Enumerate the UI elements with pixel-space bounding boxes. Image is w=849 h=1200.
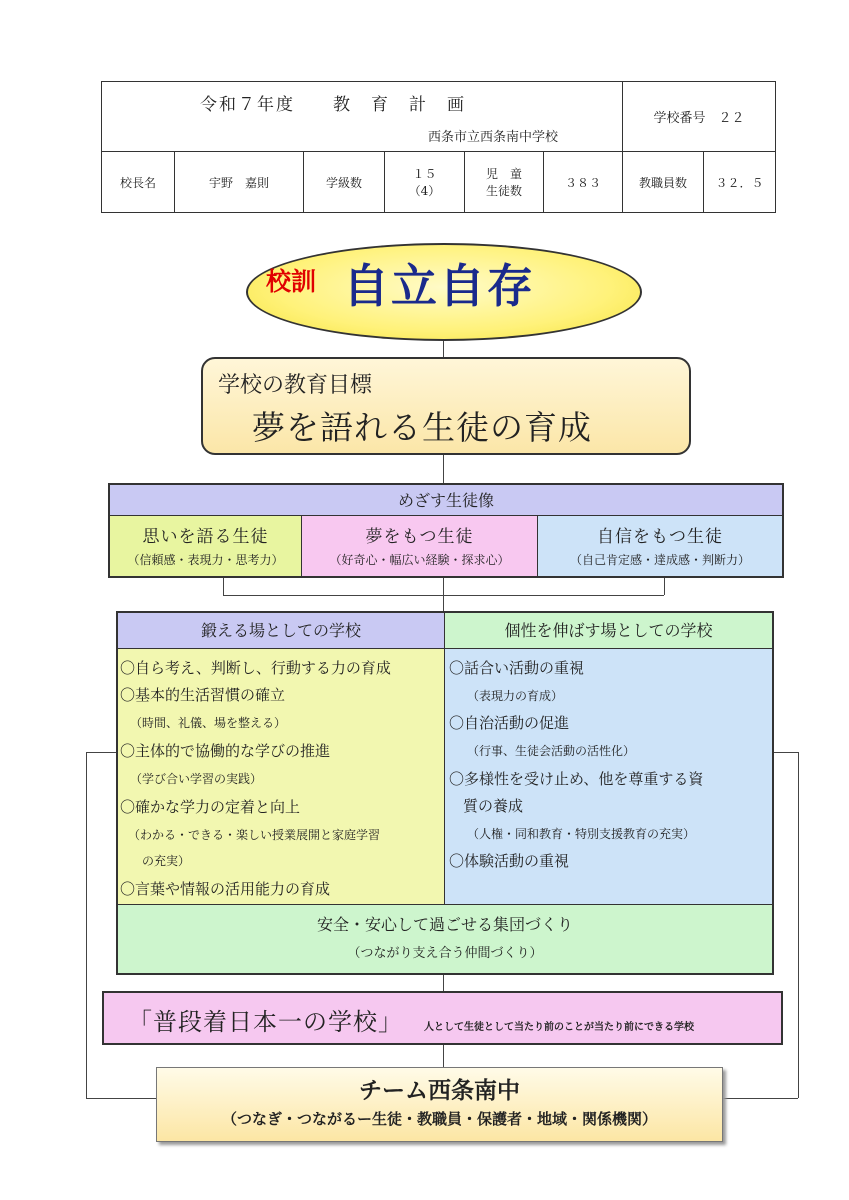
right-section-heading: 個性を伸ばす場としての学校 — [445, 613, 772, 649]
principal-label: 校長名 — [102, 152, 175, 213]
list-item: 〇話合い活動の重視 — [449, 659, 585, 677]
students-label-cell — [465, 152, 544, 213]
ideal-column-title: 夢をもつ生徒 — [365, 527, 474, 547]
ideal-column-3 — [538, 516, 782, 576]
connector-line — [443, 341, 444, 357]
side-bracket-line — [86, 1098, 156, 1099]
goal-text: 夢を語れる生徒の育成 — [252, 408, 592, 447]
connector-line — [223, 595, 664, 596]
fudan-sub: 人として生徒として当たり前のことが当たり前にできる学校 — [424, 1022, 694, 1033]
team-sub: （つなぎ・つながるー生徒・教職員・保護者・地域・関係機関） — [221, 1110, 657, 1128]
list-item: 〇確かな学力の定着と向上 — [120, 798, 301, 816]
goal-label: 学校の教育目標 — [218, 373, 373, 398]
ideal-column-title: 自信をもつ生徒 — [597, 527, 723, 547]
connector-line — [443, 975, 444, 991]
class-count-special: （4） — [408, 184, 441, 198]
list-item-note: の充実） — [142, 854, 191, 868]
side-bracket-line — [798, 752, 799, 1098]
group-building-note: （つながり支え合う仲間づくり） — [347, 946, 543, 961]
staff-label: 教職員数 — [623, 152, 704, 213]
class-count: １５ — [412, 167, 437, 181]
list-item: 質の養成 — [463, 797, 524, 815]
ideal-column-1 — [110, 516, 302, 576]
header-table — [101, 81, 776, 213]
ideal-column-title: 思いを語る生徒 — [142, 527, 269, 547]
list-item-note: （表現力の育成） — [467, 689, 564, 703]
student-count: ３８３ — [544, 152, 623, 213]
side-bracket-line — [86, 752, 116, 753]
list-item: 〇基本的生活習慣の確立 — [120, 686, 286, 704]
students-label-2: 生徒数 — [485, 184, 522, 198]
group-building-title: 安全・安心して過ごせる集団づくり — [316, 915, 573, 934]
list-item: 〇自ら考え、判断し、行動する力の育成 — [120, 659, 391, 677]
list-item-note: （時間、礼儀、場を整える） — [130, 716, 287, 730]
list-item: 〇言葉や情報の活用能力の育成 — [120, 880, 331, 898]
motto-label: 校訓 — [266, 267, 317, 296]
list-item: 〇主体的で協働的な学びの推進 — [120, 742, 331, 760]
school-name: 西条市立西条南中学校 — [428, 130, 559, 145]
motto-text: 自立自存 — [343, 259, 535, 313]
list-item: 〇体験活動の重視 — [449, 852, 570, 870]
list-item-note: （行事、生徒会活動の活性化） — [467, 744, 636, 758]
connector-line — [443, 1045, 444, 1067]
connector-line — [223, 578, 224, 595]
side-bracket-line — [723, 1098, 798, 1099]
left-section-body — [118, 649, 445, 904]
list-item: 〇自治活動の促進 — [449, 714, 570, 732]
fudan-main: 「普段着日本一の学校」 — [128, 1008, 403, 1036]
class-count-cell — [385, 152, 465, 213]
school-number: 学校番号 ２２ — [623, 82, 776, 152]
ideal-column-detail: （信頼感・表現力・思考力） — [127, 553, 284, 567]
group-building-section — [118, 904, 772, 973]
left-section-heading: 鍛える場としての学校 — [118, 613, 445, 649]
ideal-column-detail: （好奇心・幅広い経験・探求心） — [329, 553, 510, 567]
ideal-students-heading: めざす生徒像 — [110, 485, 782, 516]
staff-count: ３２．５ — [704, 152, 776, 213]
side-bracket-line — [86, 752, 87, 1098]
list-item-note: （わかる・できる・楽しい授業展開と家庭学習 — [128, 828, 381, 842]
principal-name: 宇野 嘉則 — [175, 152, 304, 213]
side-bracket-line — [774, 752, 798, 753]
connector-line — [664, 578, 665, 595]
connector-line — [443, 455, 444, 483]
list-item: 〇多様性を受け止め、他を尊重する資 — [449, 770, 704, 788]
list-item-note: （学び合い学習の実践） — [130, 772, 263, 786]
students-label-1: 児 童 — [485, 167, 522, 181]
right-section-body — [445, 649, 772, 904]
ideal-column-2 — [302, 516, 538, 576]
team-name: チーム西条南中 — [359, 1078, 520, 1104]
list-item-note: （人権・同和教育・特別支援教育の充実） — [467, 827, 696, 841]
ideal-column-detail: （自己肯定感・達成感・判断力） — [569, 553, 750, 567]
plan-title: 令和７年度 教 育 計 画 — [200, 95, 466, 115]
plan-title-cell — [102, 82, 623, 152]
class-count-label: 学級数 — [304, 152, 385, 213]
